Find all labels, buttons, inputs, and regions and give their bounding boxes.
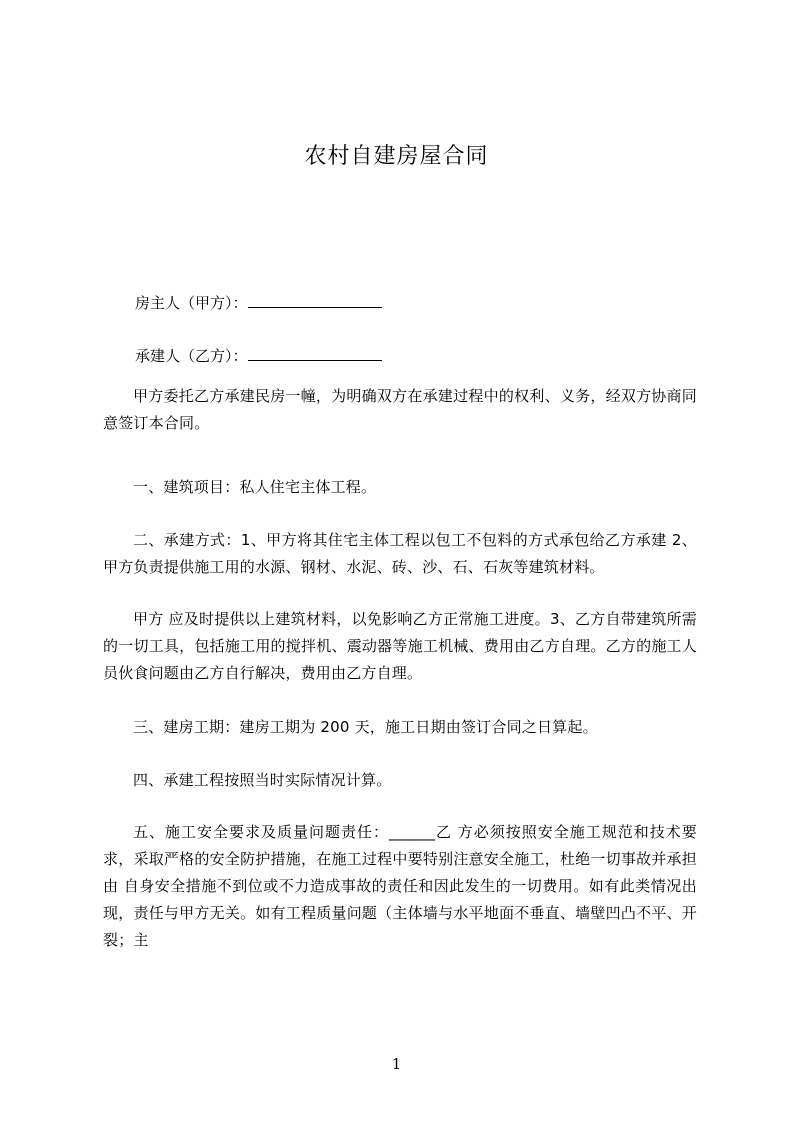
owner-blank [248,292,382,308]
contractor-label: 承建人（乙方）： [135,347,248,365]
clause-building-project: 一、建筑项目：私人住宅主体工程。 [133,478,377,496]
contractor-line [135,345,382,366]
page-number: 1 [391,1055,402,1073]
clause-contract-method: 二、承建方式：1、甲方将其住宅主体工程以包工不包料的方式承包给乙方承建 2、甲方负责提供施工用的水源、钢材、水泥、砖、沙、石、石灰等建筑材料。 [103,531,697,576]
clause-safety-quality: 五、施工安全要求及质量问题责任：______乙 方必须按照安全施工规范和技术要求，采取严格的安全防护措施，在施工过程中要特别注意安全施工，杜绝一切事故并承担由 自身安全措施不到位或不力造成事故的责任和因此发生的一切费用。如有此类情况出现，责任与甲方无关。如有工程质量问题（主体墙与水平地面不垂直、墙壁凹凸不平、开裂；主 [103,823,697,949]
owner-label: 房主人（甲方）： [135,294,248,312]
contractor-blank [248,345,382,361]
document-title: 农村自建房屋合同 [304,144,489,169]
clause-materials-tools: 甲方 应及时提供以上建筑材料，以免影响乙方正常施工进度。3、乙方自带建筑所需的一切工具，包括施工用的搅拌机、震动器等施工机械、费用由乙方自理。乙方的施工人员伙食问题由乙方自行解决，费用由乙方自理。 [103,610,697,682]
intro-paragraph: 甲方委托乙方承建民房一幢，为明确双方在承建过程中的权利、义务，经双方协商同意签订本合同。 [103,387,697,432]
owner-line [135,292,382,313]
clause-calculation: 四、承建工程按照当时实际情况计算。 [133,771,392,789]
clause-construction-period: 三、建房工期：建房工期为 200 天，施工日期由签订合同之日算起。 [133,718,598,736]
